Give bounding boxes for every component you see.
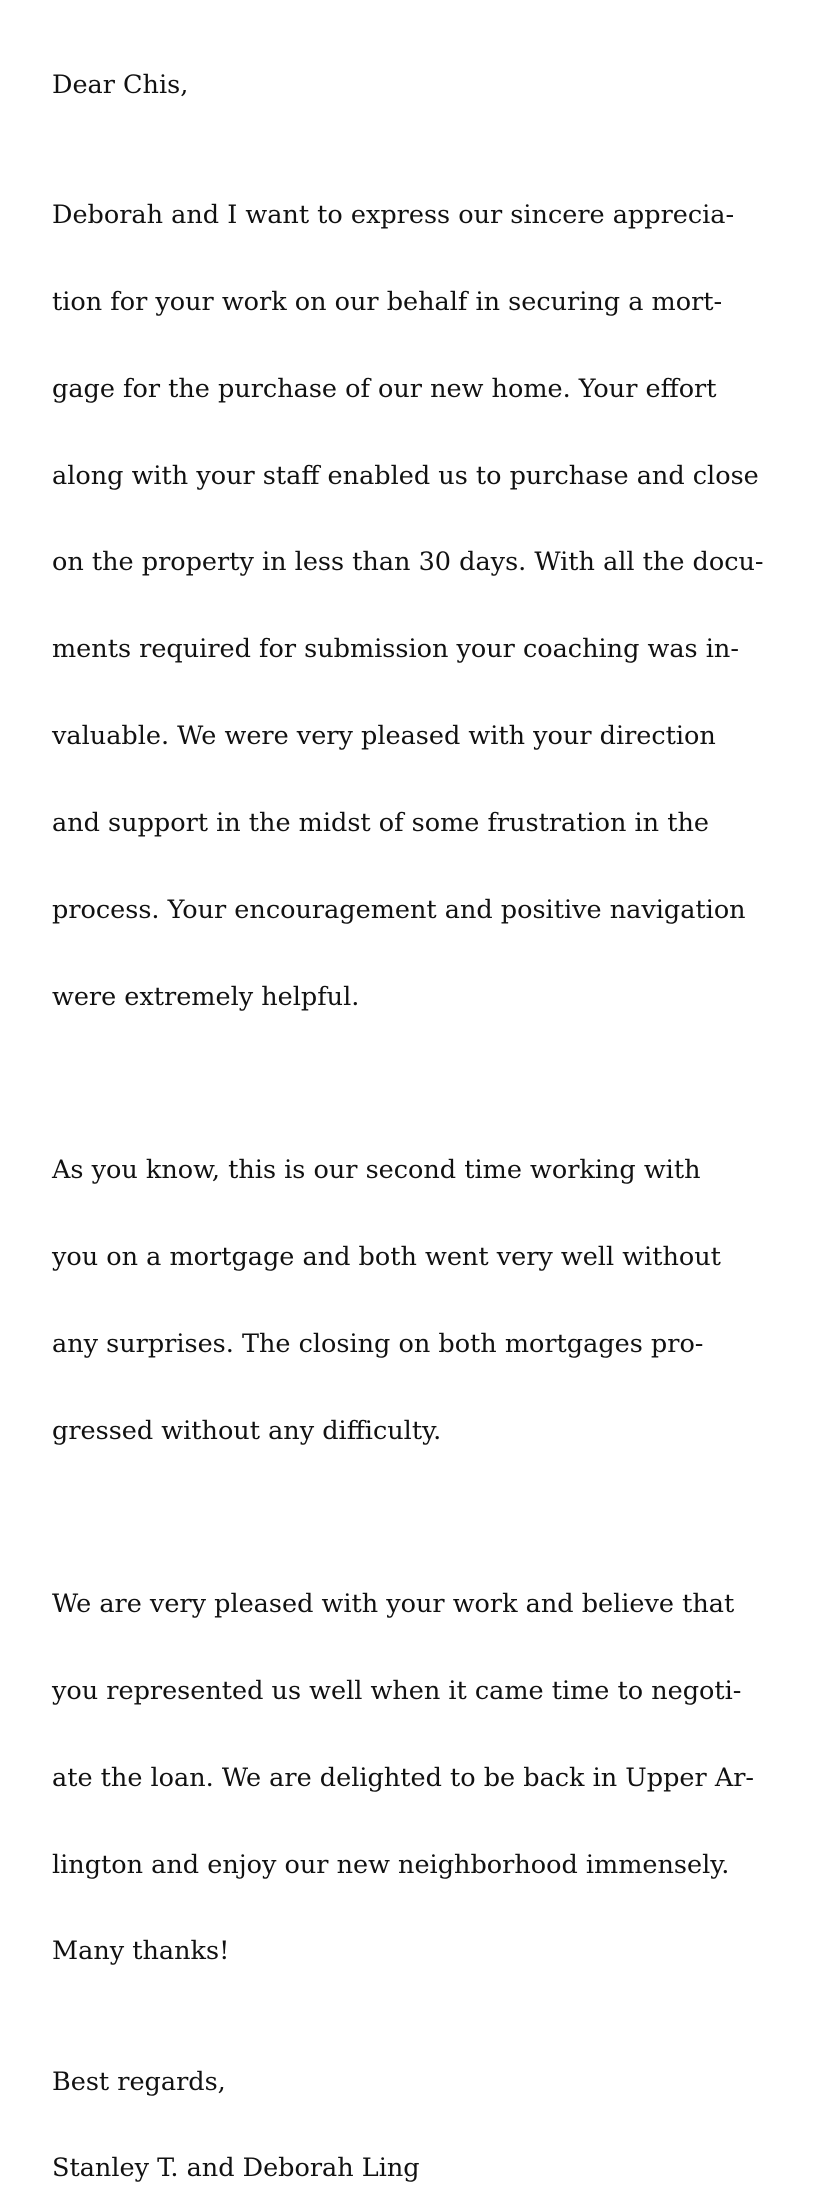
paragraph-line: gressed without any difficulty. (52, 1415, 442, 1446)
signature: Stanley T. and Deborah Ling (52, 2153, 420, 2184)
paragraph-line: As you know, this is our second time working with (52, 1155, 701, 1186)
paragraph-line: and support in the midst of some frustration in the (52, 807, 709, 838)
paragraph-line: valuable. We were very pleased with your direction (52, 721, 716, 752)
paragraph-line: along with your staff enabled us to purchase and close (52, 460, 759, 491)
salutation: Dear Chis, (52, 70, 189, 100)
paragraph-line: Many thanks! (52, 1936, 230, 1967)
paragraph-line: lington and enjoy our new neighborhood immensely. (52, 1849, 730, 1880)
paragraph-2 (52, 1106, 772, 1497)
paragraph-line: ments required for submission your coaching was in- (52, 634, 739, 665)
closing: Best regards, (52, 2066, 226, 2097)
paragraph-line: any surprises. The closing on both mortgages pro- (52, 1328, 704, 1359)
paragraph-line: you represented us well when it came time to negoti- (52, 1675, 742, 1706)
paragraph-line: were extremely helpful. (52, 981, 360, 1012)
paragraph-line: on the property in less than 30 days. With all the docu- (52, 547, 764, 578)
paragraph-line: gage for the purchase of our new home. Your effort (52, 373, 717, 404)
paragraph-line: process. Your encouragement and positive navigation (52, 894, 746, 925)
paragraph-line: you on a mortgage and both went very well without (52, 1241, 721, 1272)
paragraph-line: ate the loan. We are delighted to be back in Upper Ar- (52, 1762, 755, 1793)
paragraph-3 (52, 1540, 772, 2017)
paragraph-1 (52, 151, 772, 1063)
paragraph-line: tion for your work on our behalf in securing a mort- (52, 287, 723, 318)
paragraph-line: We are very pleased with your work and believe that (52, 1589, 735, 1620)
paragraph-line: Deborah and I want to express our sincere apprecia- (52, 200, 735, 231)
letter-body (52, 64, 772, 2191)
